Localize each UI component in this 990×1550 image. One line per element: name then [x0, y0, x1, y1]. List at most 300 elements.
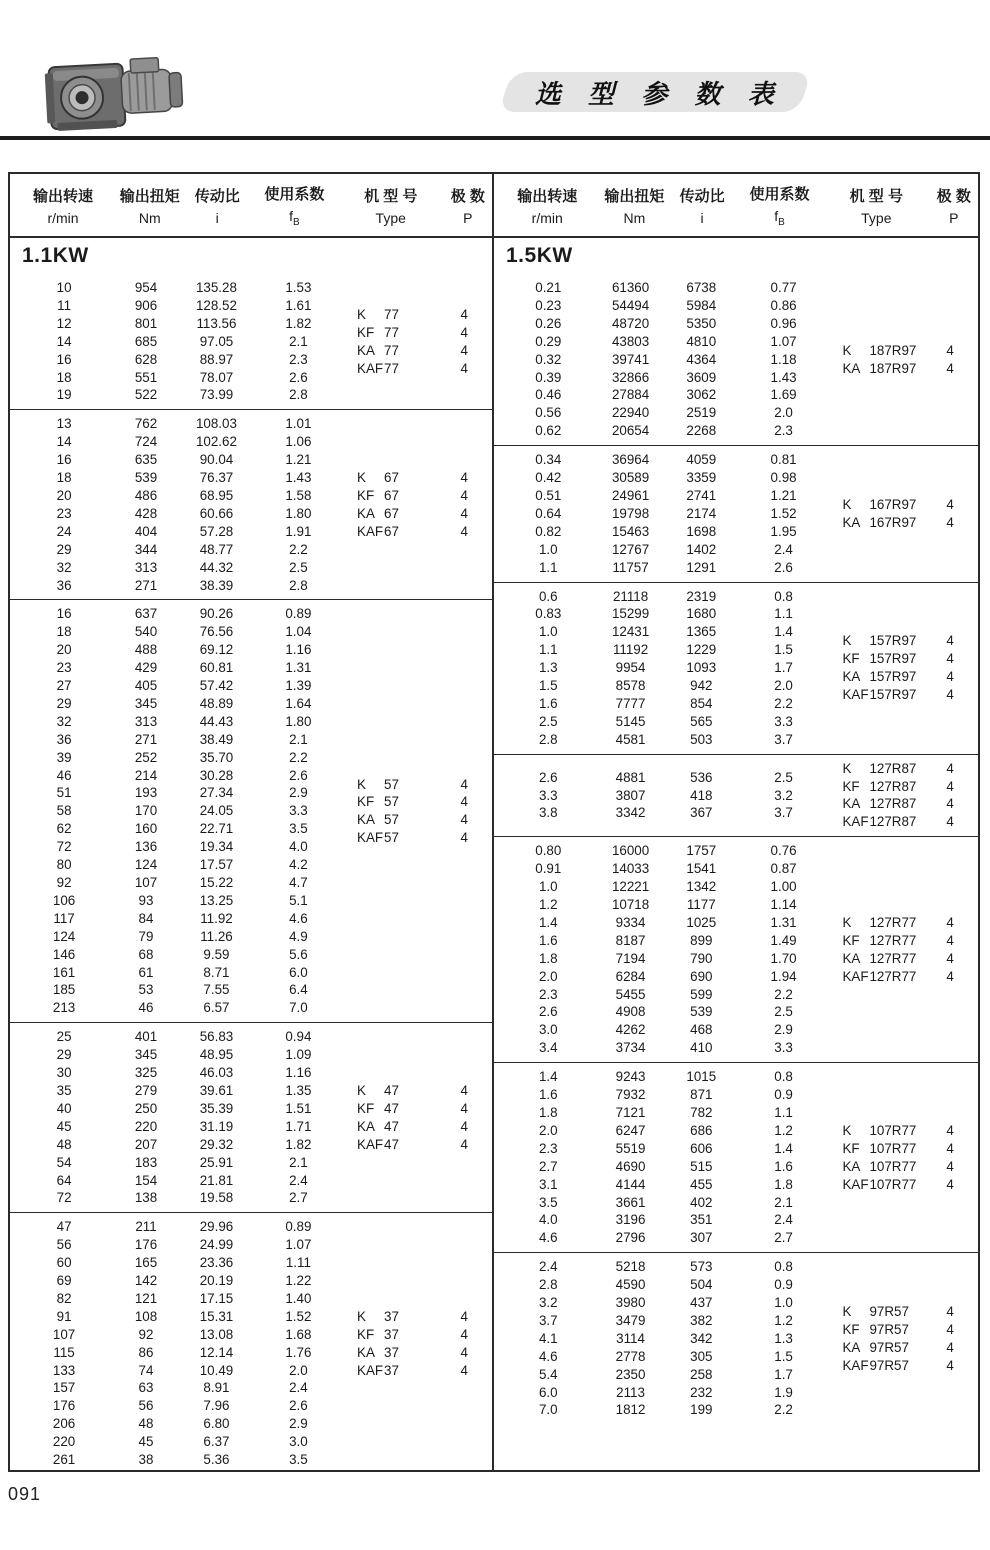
gearmotor-photo: [36, 56, 194, 136]
cell: 2.5: [774, 769, 793, 785]
type-prefix: KF: [357, 1326, 375, 1342]
cell: 46: [138, 1000, 154, 1016]
type-row: [357, 1082, 468, 1100]
cell: 1680: [686, 606, 717, 622]
cell: 2268: [686, 423, 717, 439]
cell: 1.0: [774, 1295, 793, 1311]
cell: 488: [134, 642, 158, 658]
type-size: 97R57: [869, 1321, 909, 1337]
cell: 170: [134, 803, 158, 819]
column-header-unit: Nm: [138, 209, 161, 226]
type-poles: 4: [946, 950, 954, 966]
type-row: [842, 1176, 953, 1194]
cell: 313: [134, 559, 158, 575]
table-row: [10, 1308, 338, 1326]
cell: 2.6: [538, 769, 558, 785]
cell: 0.89: [285, 606, 312, 622]
type-poles: 4: [946, 1321, 954, 1337]
cell: 455: [690, 1176, 713, 1192]
cell: 1.5: [538, 678, 558, 694]
column-header-unit: r/min: [47, 209, 79, 226]
cell: 2.0: [774, 678, 793, 694]
cell: 0.86: [770, 297, 797, 313]
cell: 39: [56, 749, 72, 765]
cell: 121: [134, 1290, 158, 1306]
table-row: [10, 981, 338, 999]
table-row: [10, 1028, 338, 1046]
cell: 206: [52, 1416, 76, 1432]
type-row: [842, 1158, 953, 1176]
type-name: [842, 1357, 908, 1375]
cell: 2.3: [289, 351, 308, 367]
cell: 91: [56, 1308, 72, 1324]
cell: 48: [138, 1416, 154, 1432]
cell: 13.25: [199, 892, 234, 908]
type-name: [357, 1136, 399, 1154]
cell: 20654: [611, 423, 650, 439]
table-half-1-5kw: [494, 174, 978, 1470]
cell: 1.5: [774, 1348, 793, 1364]
cell: 4690: [615, 1158, 646, 1174]
cell: 0.89: [285, 1219, 312, 1235]
cell: 2519: [686, 405, 717, 421]
type-row: [842, 1321, 953, 1339]
type-row: [842, 760, 953, 778]
cell: 1.49: [770, 932, 797, 948]
cell: 1698: [686, 523, 717, 539]
table-row: [494, 588, 823, 606]
type-prefix: KA: [357, 1118, 375, 1134]
cell: 252: [134, 749, 158, 765]
cell: 68.95: [199, 487, 234, 503]
cell: 1.94: [770, 968, 797, 984]
type-poles: 4: [460, 776, 468, 792]
cell: 48.77: [199, 541, 234, 557]
cell: 0.98: [770, 470, 797, 486]
cell: 4.6: [538, 1348, 558, 1364]
cell: 12: [56, 315, 72, 331]
type-list: [823, 342, 978, 378]
cell: 0.81: [770, 452, 797, 468]
table-row: [494, 677, 823, 695]
gearmotor-image: [36, 56, 194, 136]
type-name: [357, 360, 399, 378]
cell: 4581: [615, 731, 646, 747]
cell: 12431: [611, 624, 650, 640]
table-row: [494, 731, 823, 749]
cell: 12767: [611, 541, 650, 557]
cell: 214: [134, 767, 158, 783]
type-prefix: K: [842, 914, 852, 930]
cell: 1.2: [774, 1122, 793, 1138]
cell: 5218: [615, 1259, 646, 1275]
cell: 258: [690, 1366, 713, 1382]
cell: 18: [56, 369, 72, 385]
type-name: [842, 632, 916, 650]
cell: 1.3: [774, 1330, 793, 1346]
cell: 410: [690, 1040, 713, 1056]
cell: 6.0: [289, 964, 308, 980]
column-header-cn: 输出扭矩: [119, 187, 180, 205]
table-row: [494, 713, 823, 731]
cell: 1.70: [770, 950, 797, 966]
column-header: [444, 185, 492, 226]
type-name: [842, 1140, 916, 1158]
cell: 504: [690, 1277, 713, 1293]
cell: 573: [690, 1259, 713, 1275]
cell: 565: [690, 713, 713, 729]
cell: 13: [56, 416, 72, 432]
type-row: [357, 306, 468, 324]
table-row: [10, 749, 338, 767]
table-half-1-1kw: [10, 174, 494, 1470]
cell: 56: [56, 1237, 72, 1253]
table-row: [10, 713, 338, 731]
cell: 2.2: [289, 541, 308, 557]
cell: 325: [134, 1065, 158, 1081]
cell: 58: [56, 803, 72, 819]
cell: 1.21: [285, 452, 312, 468]
data-rows: [10, 1028, 338, 1207]
column-header-cn: 极 数: [936, 187, 971, 205]
cell: 13.08: [199, 1326, 234, 1342]
cell: 5455: [615, 986, 646, 1002]
cell: 72: [56, 1190, 72, 1206]
table-row: [10, 415, 338, 433]
type-row: [842, 668, 953, 686]
cell: 32: [56, 559, 72, 575]
table-row: [494, 279, 823, 297]
cell: 45: [56, 1118, 72, 1134]
data-rows: [494, 1068, 823, 1247]
cell: 23: [56, 660, 72, 676]
table-row: [494, 451, 823, 469]
cell: 0.46: [535, 387, 562, 403]
cell: 1.35: [285, 1082, 312, 1098]
ratio-block: [494, 837, 978, 1063]
cell: 942: [690, 678, 713, 694]
cell: 4.6: [538, 1230, 558, 1246]
cell: 3.3: [774, 1040, 793, 1056]
cell: 503: [690, 731, 713, 747]
type-size: 107R77: [869, 1158, 917, 1174]
cell: 1.71: [285, 1118, 312, 1134]
type-row: [357, 324, 468, 342]
cell: 46: [56, 767, 72, 783]
column-header-unit: r/min: [531, 209, 563, 226]
type-poles: 4: [946, 1339, 954, 1355]
table-row: [10, 820, 338, 838]
cell: 1.6: [774, 1158, 793, 1174]
table-row: [10, 1118, 338, 1136]
cell: 1402: [686, 541, 717, 557]
cell: 7194: [615, 950, 646, 966]
cell: 0.91: [535, 861, 562, 877]
table-row: [494, 804, 823, 822]
cell: 2.3: [538, 1140, 558, 1156]
cell: 2.9: [289, 1416, 308, 1432]
table-row: [10, 605, 338, 623]
type-size: 167R97: [869, 496, 917, 512]
cell: 954: [134, 280, 158, 295]
cell: 199: [690, 1402, 713, 1418]
type-prefix: KA: [842, 1339, 861, 1355]
type-prefix: K: [842, 760, 852, 776]
cell: 3479: [615, 1312, 646, 1328]
cell: 606: [690, 1140, 713, 1156]
cell: 64: [56, 1172, 72, 1188]
type-poles: 4: [946, 796, 954, 812]
type-prefix: KAF: [842, 1176, 869, 1192]
page-number: 091: [8, 1484, 42, 1504]
cell: 2174: [686, 505, 717, 521]
table-row: [494, 1276, 823, 1294]
cell: 313: [134, 713, 158, 729]
column-header-cn: 输出扭矩: [604, 187, 665, 205]
cell: 402: [690, 1194, 713, 1210]
cell: 76.37: [199, 470, 234, 486]
cell: 1.14: [770, 897, 797, 912]
table-row: [494, 896, 823, 914]
cell: 2.4: [289, 1172, 308, 1188]
type-size: 157R97: [869, 669, 917, 685]
table-row: [494, 1140, 823, 1158]
table-row: [10, 784, 338, 802]
cell: 40: [56, 1100, 72, 1116]
cell: 53: [138, 982, 154, 998]
cell: 32866: [611, 369, 650, 385]
cell: 108.03: [195, 416, 237, 432]
cell: 515: [690, 1158, 713, 1174]
cell: 1.95: [770, 523, 797, 539]
cell: 6.37: [203, 1434, 230, 1450]
cell: 47: [56, 1219, 72, 1235]
type-poles: 4: [460, 470, 468, 486]
cell: 1.3: [538, 660, 558, 676]
cell: 38.49: [199, 731, 234, 747]
table-row: [10, 1154, 338, 1172]
cell: 9.59: [203, 946, 230, 962]
type-prefix: K: [842, 1122, 852, 1138]
data-rows: [10, 415, 338, 594]
cell: 1.00: [770, 879, 797, 895]
type-name: [357, 829, 399, 847]
cell: 3661: [615, 1194, 646, 1210]
type-name: [842, 496, 916, 514]
cell: 536: [690, 769, 713, 785]
type-size: 57: [384, 776, 399, 792]
cell: 6.57: [203, 1000, 230, 1016]
cell: 36: [56, 577, 72, 593]
cell: 4590: [615, 1277, 646, 1293]
cell: 1.69: [770, 387, 797, 403]
cell: 25: [56, 1029, 72, 1045]
cell: 899: [690, 932, 713, 948]
type-size: 47: [384, 1118, 399, 1134]
cell: 7.0: [289, 1000, 308, 1016]
column-header-cn: 传动比: [194, 187, 240, 205]
table-row: [494, 404, 823, 422]
cell: 24: [56, 523, 72, 539]
table-row: [494, 1384, 823, 1402]
type-prefix: KA: [842, 360, 861, 376]
cell: 146: [52, 946, 76, 962]
cell: 1.52: [770, 505, 797, 521]
cell: 637: [134, 606, 158, 622]
table-row: [10, 541, 338, 559]
cell: 2.9: [289, 785, 308, 801]
cell: 60.81: [199, 660, 234, 676]
column-header: [338, 185, 444, 226]
cell: 2778: [615, 1348, 646, 1364]
cell: 46.03: [199, 1065, 234, 1081]
table-row: [10, 1100, 338, 1118]
cell: 0.8: [774, 588, 793, 604]
cell: 3.7: [538, 1312, 558, 1328]
type-poles: 4: [946, 1357, 954, 1373]
cell: 2.3: [538, 986, 558, 1002]
cell: 0.82: [535, 523, 562, 539]
cell: 220: [134, 1118, 158, 1134]
cell: 7.0: [538, 1402, 558, 1418]
cell: 522: [134, 387, 158, 403]
type-list: [338, 469, 492, 541]
data-rows: [494, 451, 823, 576]
cell: 635: [134, 452, 158, 468]
cell: 21118: [612, 588, 649, 604]
type-poles: 4: [460, 1344, 468, 1360]
type-prefix: KF: [842, 1321, 860, 1337]
cell: 18: [56, 470, 72, 486]
cell: 1.61: [285, 297, 312, 313]
cell: 428: [134, 505, 158, 521]
cell: 8.71: [203, 964, 230, 980]
cell: 35.70: [199, 749, 234, 765]
cell: 2.6: [774, 559, 793, 575]
cell: 0.64: [535, 505, 562, 521]
column-header: [10, 185, 116, 226]
cell: 1.52: [285, 1308, 312, 1324]
type-row: [357, 793, 468, 811]
type-poles: 4: [460, 1082, 468, 1098]
cell: 3.3: [774, 713, 793, 729]
column-header: [930, 185, 978, 226]
cell: 305: [690, 1348, 713, 1364]
type-size: 37: [384, 1326, 399, 1342]
cell: 3.5: [289, 821, 308, 837]
type-name: [357, 1344, 399, 1362]
cell: 160: [134, 821, 158, 837]
cell: 1.8: [774, 1176, 793, 1192]
table-row: [494, 1211, 823, 1229]
cell: 2.8: [538, 1277, 558, 1293]
column-header-cn: 机 型 号: [849, 187, 903, 205]
type-poles: 4: [946, 514, 954, 530]
type-name: [842, 914, 916, 932]
cell: 62: [56, 821, 72, 837]
cell: 0.29: [535, 333, 562, 349]
type-name: [357, 324, 399, 342]
cell: 19.34: [199, 839, 234, 855]
cell: 2.4: [774, 1212, 793, 1228]
type-size: 127R77: [869, 968, 917, 984]
table-row: [494, 469, 823, 487]
type-name: [842, 795, 916, 813]
cell: 8.91: [203, 1380, 230, 1396]
cell: 3734: [615, 1040, 646, 1056]
cell: 2.7: [774, 1230, 793, 1246]
ratio-block: [10, 274, 492, 410]
cell: 68: [138, 946, 154, 962]
type-row: [842, 1140, 953, 1158]
table-row: [494, 932, 823, 950]
cell: 1342: [686, 879, 717, 895]
table-row: [10, 369, 338, 387]
type-name: [842, 1303, 908, 1321]
cell: 271: [134, 577, 158, 593]
table-row: [10, 999, 338, 1017]
cell: 97.05: [199, 333, 234, 349]
cell: 128.52: [195, 297, 237, 313]
cell: 3980: [615, 1295, 646, 1311]
cell: 25.91: [199, 1154, 234, 1170]
type-prefix: KF: [357, 324, 375, 340]
cell: 11.92: [200, 910, 233, 926]
cell: 2.4: [774, 541, 793, 557]
cell: 4.6: [289, 910, 308, 926]
cell: 724: [134, 434, 158, 450]
cell: 1.91: [285, 523, 312, 539]
cell: 5.1: [289, 892, 308, 908]
type-size: 127R87: [869, 778, 917, 794]
type-prefix: KAF: [842, 968, 869, 984]
type-row: [842, 342, 953, 360]
table-row: [494, 505, 823, 523]
type-name: [842, 650, 916, 668]
table-row: [10, 1082, 338, 1100]
table-row: [10, 1064, 338, 1082]
cell: 60.66: [199, 505, 234, 521]
cell: 1.11: [285, 1255, 311, 1271]
cell: 1.58: [285, 487, 312, 503]
column-header-cn: 传动比: [679, 187, 725, 205]
cell: 3359: [686, 470, 717, 486]
type-poles: 4: [460, 1100, 468, 1116]
cell: 63: [138, 1380, 154, 1396]
type-row: [842, 932, 953, 950]
cell: 344: [134, 541, 158, 557]
cell: 3.8: [538, 805, 558, 821]
type-size: 97R57: [869, 1339, 909, 1355]
cell: 6.4: [289, 982, 308, 998]
cell: 628: [134, 351, 158, 367]
type-row: [842, 795, 953, 813]
cell: 1365: [686, 624, 717, 640]
type-size: 37: [384, 1362, 399, 1378]
type-poles: 4: [460, 794, 468, 810]
type-name: [842, 668, 916, 686]
column-header-cn: 输出转速: [33, 187, 94, 205]
cell: 14033: [611, 861, 650, 877]
cell: 345: [134, 1047, 158, 1063]
type-size: 97R57: [869, 1303, 909, 1319]
type-name: [842, 1339, 908, 1357]
cell: 1.51: [285, 1100, 312, 1116]
type-poles: 4: [460, 487, 468, 503]
cell: 4262: [615, 1022, 646, 1038]
cell: 57.28: [199, 523, 234, 539]
type-name: [842, 342, 916, 360]
